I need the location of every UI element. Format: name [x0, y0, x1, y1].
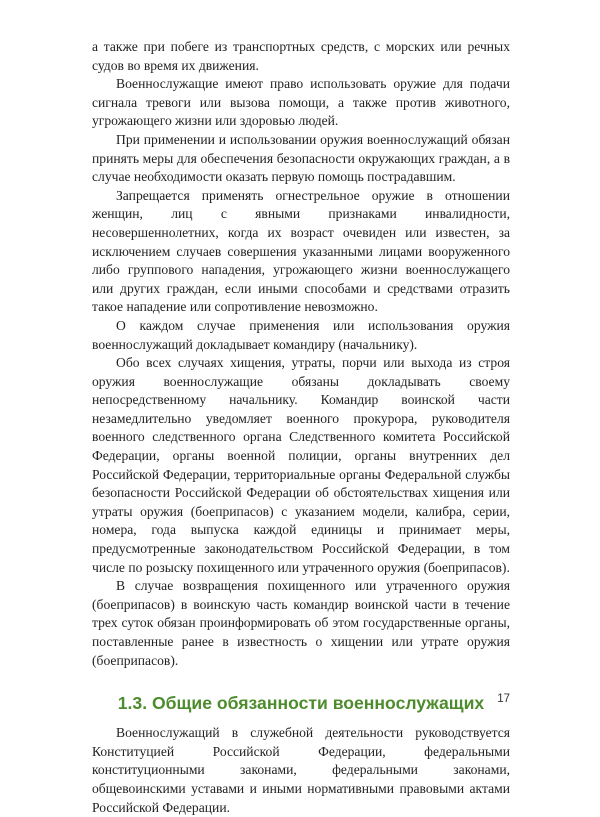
page-body: [92, 38, 510, 817]
paragraph-theft-loss: Обо всех случаях хищения, утраты, порчи или выхода из строя оружия военнослужащие обязаны докладывать своему непосредственному начальнику. Командир воинской части незамедлительно уведомляет военного прокурора, руководителя военного следственного органа Следственного комитета Российской Федерации, органы военной полиции, органы внутренних дел Российской Федерации, территориальные органы Федеральной службы безопасности Российской Федерации об обстоятельствах хищения или утраты оружия (боеприпасов) с указанием модели, калибра, серии, номера, года выпуска каждой единицы и принимает меры, предусмотренные законодательством Российской Федерации, в том числе по розыску похищенного или утраченного оружия (боеприпасов).: [92, 355, 510, 575]
page-number: 17: [497, 693, 510, 705]
paragraph-return-weapon: В случае возвращения похищенного или утраченного оружия (боеприпасов) в воинскую часть командир воинской части в течение трех суток обязан проинформировать об этом государственные органы, поставленные ранее в известность о хищении или утрате оружия (боеприпасов).: [92, 578, 510, 668]
paragraph-safety-measures: При применении и использовании оружия военнослужащий обязан принять меры для обеспечения безопасности окружающих граждан, а в случае необходимости оказать первую помощь пострадавшим.: [92, 131, 510, 185]
paragraph-signal-alarm: Военнослужащие имеют право использовать оружие для подачи сигнала тревоги или вызова помощи, а также против животного, угрожающего жизни или здоровью людей.: [92, 76, 510, 129]
section-heading: 1.3. Общие обязанности военнослужащих: [117, 693, 485, 714]
paragraph-continuation: а также при побеге из транспортных средств, с морских или речных судов во время их движения.: [92, 39, 510, 73]
paragraph-section-intro: Военнослужащий в служебной деятельности руководствуется Конституцией Российской Федерации, федеральными конституционными законами, федеральными законами, общевоинскими уставами и иными нормативными правовыми актами Российской Федерации.: [92, 725, 510, 815]
paragraph-report-commander: О каждом случае применения или использования оружия военнослужащий докладывает командиру (начальнику).: [92, 317, 510, 352]
paragraph-firearm-prohibition: Запрещается применять огнестрельное оружие в отношении женщин, лиц с явными признаками инвалидности, несовершеннолетних, когда их возраст очевиден или известен, за исключением случаев совершения указанными лицами вооруженного либо группового нападения, угрожающего жизни военнослужащего или других граждан, если иными способами и средствами отразить такое нападение или сопротивление невозможно.: [92, 187, 510, 315]
